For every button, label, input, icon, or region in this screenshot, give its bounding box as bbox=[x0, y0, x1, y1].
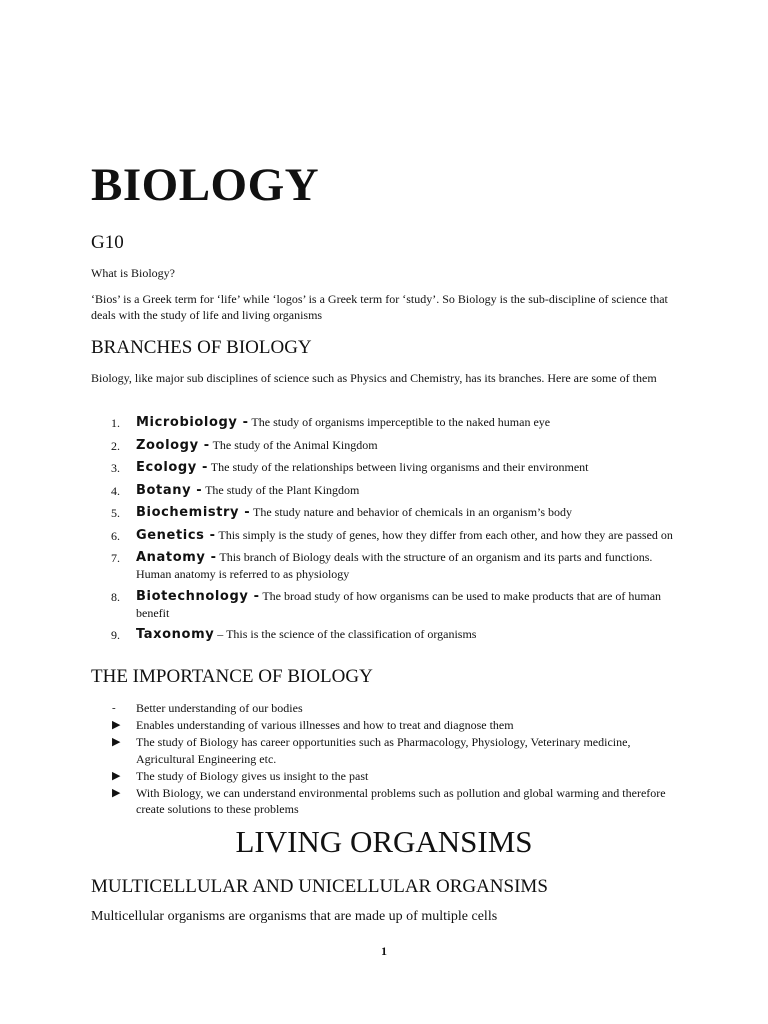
arrow-bullet-icon: ▶ bbox=[112, 769, 121, 782]
arrow-bullet-icon: ▶ bbox=[112, 786, 121, 799]
branch-description: This simply is the study of genes, how they differ from each other, and how they are passed on bbox=[215, 527, 673, 542]
document-title: BIOLOGY bbox=[91, 159, 320, 211]
list-item bbox=[110, 700, 670, 717]
list-number: 5. bbox=[111, 506, 120, 520]
branch-item-anatomy bbox=[110, 549, 680, 582]
branch-item-zoology bbox=[110, 437, 680, 454]
arrow-bullet-icon: ▶ bbox=[112, 736, 121, 748]
branch-term: Botany - bbox=[136, 482, 203, 498]
branch-description: The study of the relationships between living organisms and their environment bbox=[208, 460, 589, 474]
importance-text: The study of Biology gives us insight to the past bbox=[136, 768, 369, 783]
branches-intro: Biology, like major sub disciplines of science such as Physics and Chemistry, has its branches. Here are some of them bbox=[91, 371, 657, 385]
arrow-bullet-icon: ▶ bbox=[112, 719, 121, 731]
branch-term: Microbiology - bbox=[136, 415, 249, 430]
multicellular-heading: MULTICELLULAR AND UNICELLULAR ORGANSIMS bbox=[91, 876, 548, 897]
branches-list bbox=[110, 414, 680, 649]
branch-item-genetics bbox=[110, 527, 680, 544]
list-number: 1. bbox=[111, 416, 120, 430]
list-number: 7. bbox=[111, 551, 120, 565]
branch-description: The study of organisms imperceptible to the naked human eye bbox=[248, 415, 551, 429]
grade-label: G10 bbox=[91, 232, 124, 253]
branch-item-taxonomy bbox=[110, 626, 680, 643]
branch-term: Biochemistry - bbox=[136, 505, 251, 520]
importance-text: Better understanding of our bodies bbox=[136, 701, 303, 715]
branch-term: Zoology - bbox=[136, 437, 210, 453]
dash-bullet-icon: - bbox=[112, 702, 116, 714]
importance-text: With Biology, we can understand environmental problems such as pollution and global warming and therefore create solutions to these problems bbox=[136, 785, 666, 816]
branch-item-biotechnology bbox=[110, 588, 680, 621]
branch-item-biochemistry bbox=[110, 504, 680, 521]
list-item bbox=[110, 785, 670, 818]
branch-description: – This is the science of the classification of organisms bbox=[214, 627, 477, 641]
page-number: 1 bbox=[381, 944, 387, 958]
multicellular-paragraph: Multicellular organisms are organisms that are made up of multiple cells bbox=[91, 909, 498, 924]
list-number: 8. bbox=[111, 589, 120, 604]
branch-description: This branch of Biology deals with the structure of an organism and its parts and functions. Human anatomy is referred to as physiology bbox=[136, 550, 653, 581]
list-item bbox=[110, 768, 670, 785]
branch-term: Anatomy - bbox=[136, 550, 217, 565]
branches-heading: BRANCHES OF BIOLOGY bbox=[91, 337, 312, 358]
list-number: 2. bbox=[111, 438, 120, 453]
list-number: 9. bbox=[111, 628, 120, 642]
branch-description: The study of the Plant Kingdom bbox=[202, 482, 360, 497]
importance-text: The study of Biology has career opportunities such as Pharmacology, Physiology, Veterinary medicine, Agricultural Engineering etc. bbox=[136, 735, 631, 766]
list-item bbox=[110, 717, 670, 734]
branch-item-microbiology bbox=[110, 414, 680, 431]
importance-heading: THE IMPORTANCE OF BIOLOGY bbox=[91, 666, 373, 687]
branch-term: Genetics - bbox=[136, 527, 216, 543]
branch-term: Taxonomy bbox=[136, 627, 215, 642]
intro-paragraph: ‘Bios’ is a Greek term for ‘life’ while ‘logos’ is a Greek term for ‘study’. So Biology is the sub-discipline of science that deals with the study of life and living organisms bbox=[91, 292, 668, 322]
question-text: What is Biology? bbox=[91, 266, 175, 280]
branch-item-ecology bbox=[110, 459, 680, 476]
list-number: 6. bbox=[111, 528, 120, 543]
importance-text: Enables understanding of various illnesses and how to treat and diagnose them bbox=[136, 718, 514, 732]
branch-description: The broad study of how organisms can be used to make products that are of human benefit bbox=[136, 588, 662, 620]
importance-list bbox=[110, 700, 670, 818]
branch-description: The study nature and behavior of chemicals in an organism’s body bbox=[250, 505, 573, 519]
branch-term: Ecology - bbox=[136, 460, 209, 475]
list-number: 4. bbox=[111, 483, 120, 498]
branch-description: The study of the Animal Kingdom bbox=[209, 437, 378, 452]
branch-term: Biotechnology - bbox=[136, 588, 260, 604]
branch-item-botany bbox=[110, 482, 680, 499]
list-item bbox=[110, 734, 670, 767]
living-organisms-heading: LIVING ORGANSIMS bbox=[235, 824, 533, 859]
list-number: 3. bbox=[111, 461, 120, 475]
